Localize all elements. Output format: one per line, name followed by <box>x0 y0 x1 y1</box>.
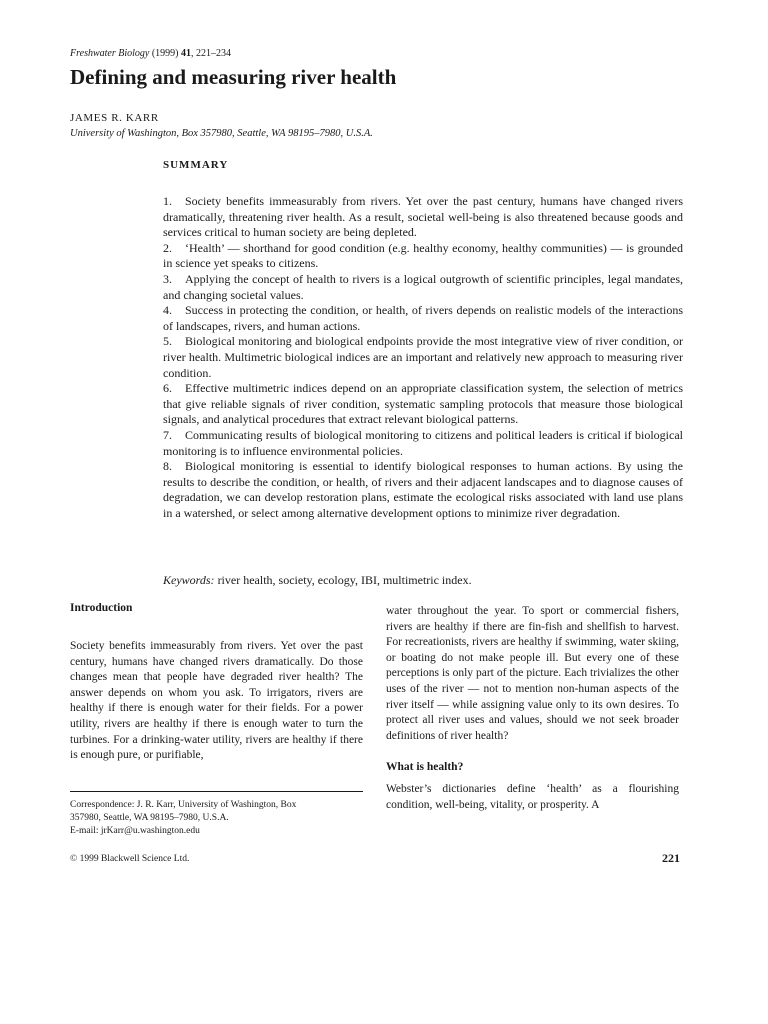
summary-item <box>163 459 683 521</box>
journal-year: (1999) <box>151 48 179 59</box>
footnote-divider <box>70 791 363 792</box>
author-name: JAMES R. KARR <box>70 112 159 124</box>
section-heading-introduction: Introduction <box>70 602 133 614</box>
summary-item-text: Society benefits immeasurably from rivers. Yet over the past century, humans have changed rivers dramatically, threatening river health. As a result, societal well-being is also threatened because goods and services critical to human society are being depleted. <box>163 194 683 240</box>
health-paragraph: Webster’s dictionaries define ‘health’ as a flourishing condition, well-being, vitality, or prosperity. A <box>386 783 679 811</box>
correspondence-footnote <box>70 799 363 838</box>
summary-item <box>163 272 683 303</box>
summary-item <box>163 381 683 428</box>
summary-item-text: Biological monitoring is essential to identify biological responses to human actions. By using the results to describe the condition, or health, of rivers and their adjacent landscapes and to diagnose causes of degradation, we can develop restoration plans, estimate the ecological risks associated with land use plans in a watershed, or select among alternative development options to minimize river degradation. <box>163 459 683 520</box>
summary-item-text: Applying the concept of health to rivers is a logical outgrowth of scientific principles, legal mandates, and changing societal values. <box>163 271 683 302</box>
summary-heading: SUMMARY <box>163 159 229 171</box>
summary-item <box>163 334 683 381</box>
summary-list <box>163 194 683 521</box>
page-number: 221 <box>662 851 680 865</box>
journal-citation <box>70 48 231 60</box>
left-column <box>70 600 363 764</box>
footnote-email: E-mail: jrKarr@u.washington.edu <box>70 826 200 836</box>
journal-pages: , 221–234 <box>191 48 232 59</box>
summary-item-number: 8. <box>163 459 172 474</box>
summary-item-number: 3. <box>163 271 172 286</box>
footnote-line: 357980, Seattle, WA 98195–7980, U.S.A. <box>70 813 229 823</box>
summary-item <box>163 303 683 334</box>
introduction-paragraph: Society benefits immeasurably from rivers. Yet over the past century, humans have changed rivers dramatically. Do those changes mean that people have degraded river health? The answer depends on whom you ask. To irrigators, rivers are healthy if there is enough water for their fields. For a power utility, rivers are healthy if there is enough water to turn the turbines. For a drinking-water utility, rivers are healthy if there is enough pure, or purifiable, <box>70 640 363 762</box>
section-heading-what-is-health: What is health? <box>386 761 464 774</box>
footnote-line: Correspondence: J. R. Karr, University of Washington, Box <box>70 800 297 810</box>
summary-item-text: Success in protecting the condition, or health, of rivers depends on realistic models of the interactions of landscapes, rivers, and human actions. <box>163 303 683 333</box>
introduction-paragraph-continued: water throughout the year. To sport or commercial fishers, rivers are healthy if there are fin-fish and shellfish to harvest. For recreationists, rivers are healthy if swimming, water skiing, or boating do not make people ill. But every one of these perceptions is only part of the picture. Each trivializes the other uses of the river — not to mention non-human aspects of the river itself — while assigning value only to its own desires. To protect all river uses and values, should we not seek broader definitions of river health? <box>386 605 679 742</box>
summary-item-text: Effective multimetric indices depend on an appropriate classification system, the selection of metrics that give reliable signals of river condition, systematic sampling protocols that measure those biological signals, and analytical procedures that extract relevant biological patterns. <box>163 381 683 427</box>
summary-item <box>163 194 683 241</box>
keywords-label: Keywords: <box>163 573 215 587</box>
summary-item <box>163 241 683 272</box>
summary-item-text: Communicating results of biological monitoring to citizens and political leaders is critical if biological monitoring is to influence environmental policies. <box>163 427 683 458</box>
summary-item-number: 4. <box>163 303 172 318</box>
summary-item-text: Biological monitoring and biological endpoints provide the most integrative view of river condition, or river health. Multimetric biological indices are an important and relatively new approach to measuring river condition. <box>163 334 683 380</box>
keywords <box>163 573 683 588</box>
copyright-notice: © 1999 Blackwell Science Ltd. <box>70 854 190 864</box>
article-title: Defining and measuring river health <box>70 65 397 89</box>
summary-item-text: ‘Health’ — shorthand for good condition (e.g. healthy economy, healthy communities) — is grounded in science yet speaks to citizens. <box>163 240 683 271</box>
summary-item-number: 1. <box>163 194 172 208</box>
journal-volume: 41 <box>181 48 192 59</box>
summary-item-number: 2. <box>163 240 172 255</box>
summary-item-number: 7. <box>163 427 172 442</box>
keywords-list: river health, society, ecology, IBI, multimetric index. <box>217 573 472 587</box>
summary-item <box>163 428 683 459</box>
summary-item-number: 5. <box>163 334 172 349</box>
journal-name: Freshwater Biology <box>70 48 150 59</box>
author-affiliation: University of Washington, Box 357980, Seattle, WA 98195–7980, U.S.A. <box>70 128 373 139</box>
summary-item-number: 6. <box>163 381 172 396</box>
right-column <box>386 604 679 814</box>
